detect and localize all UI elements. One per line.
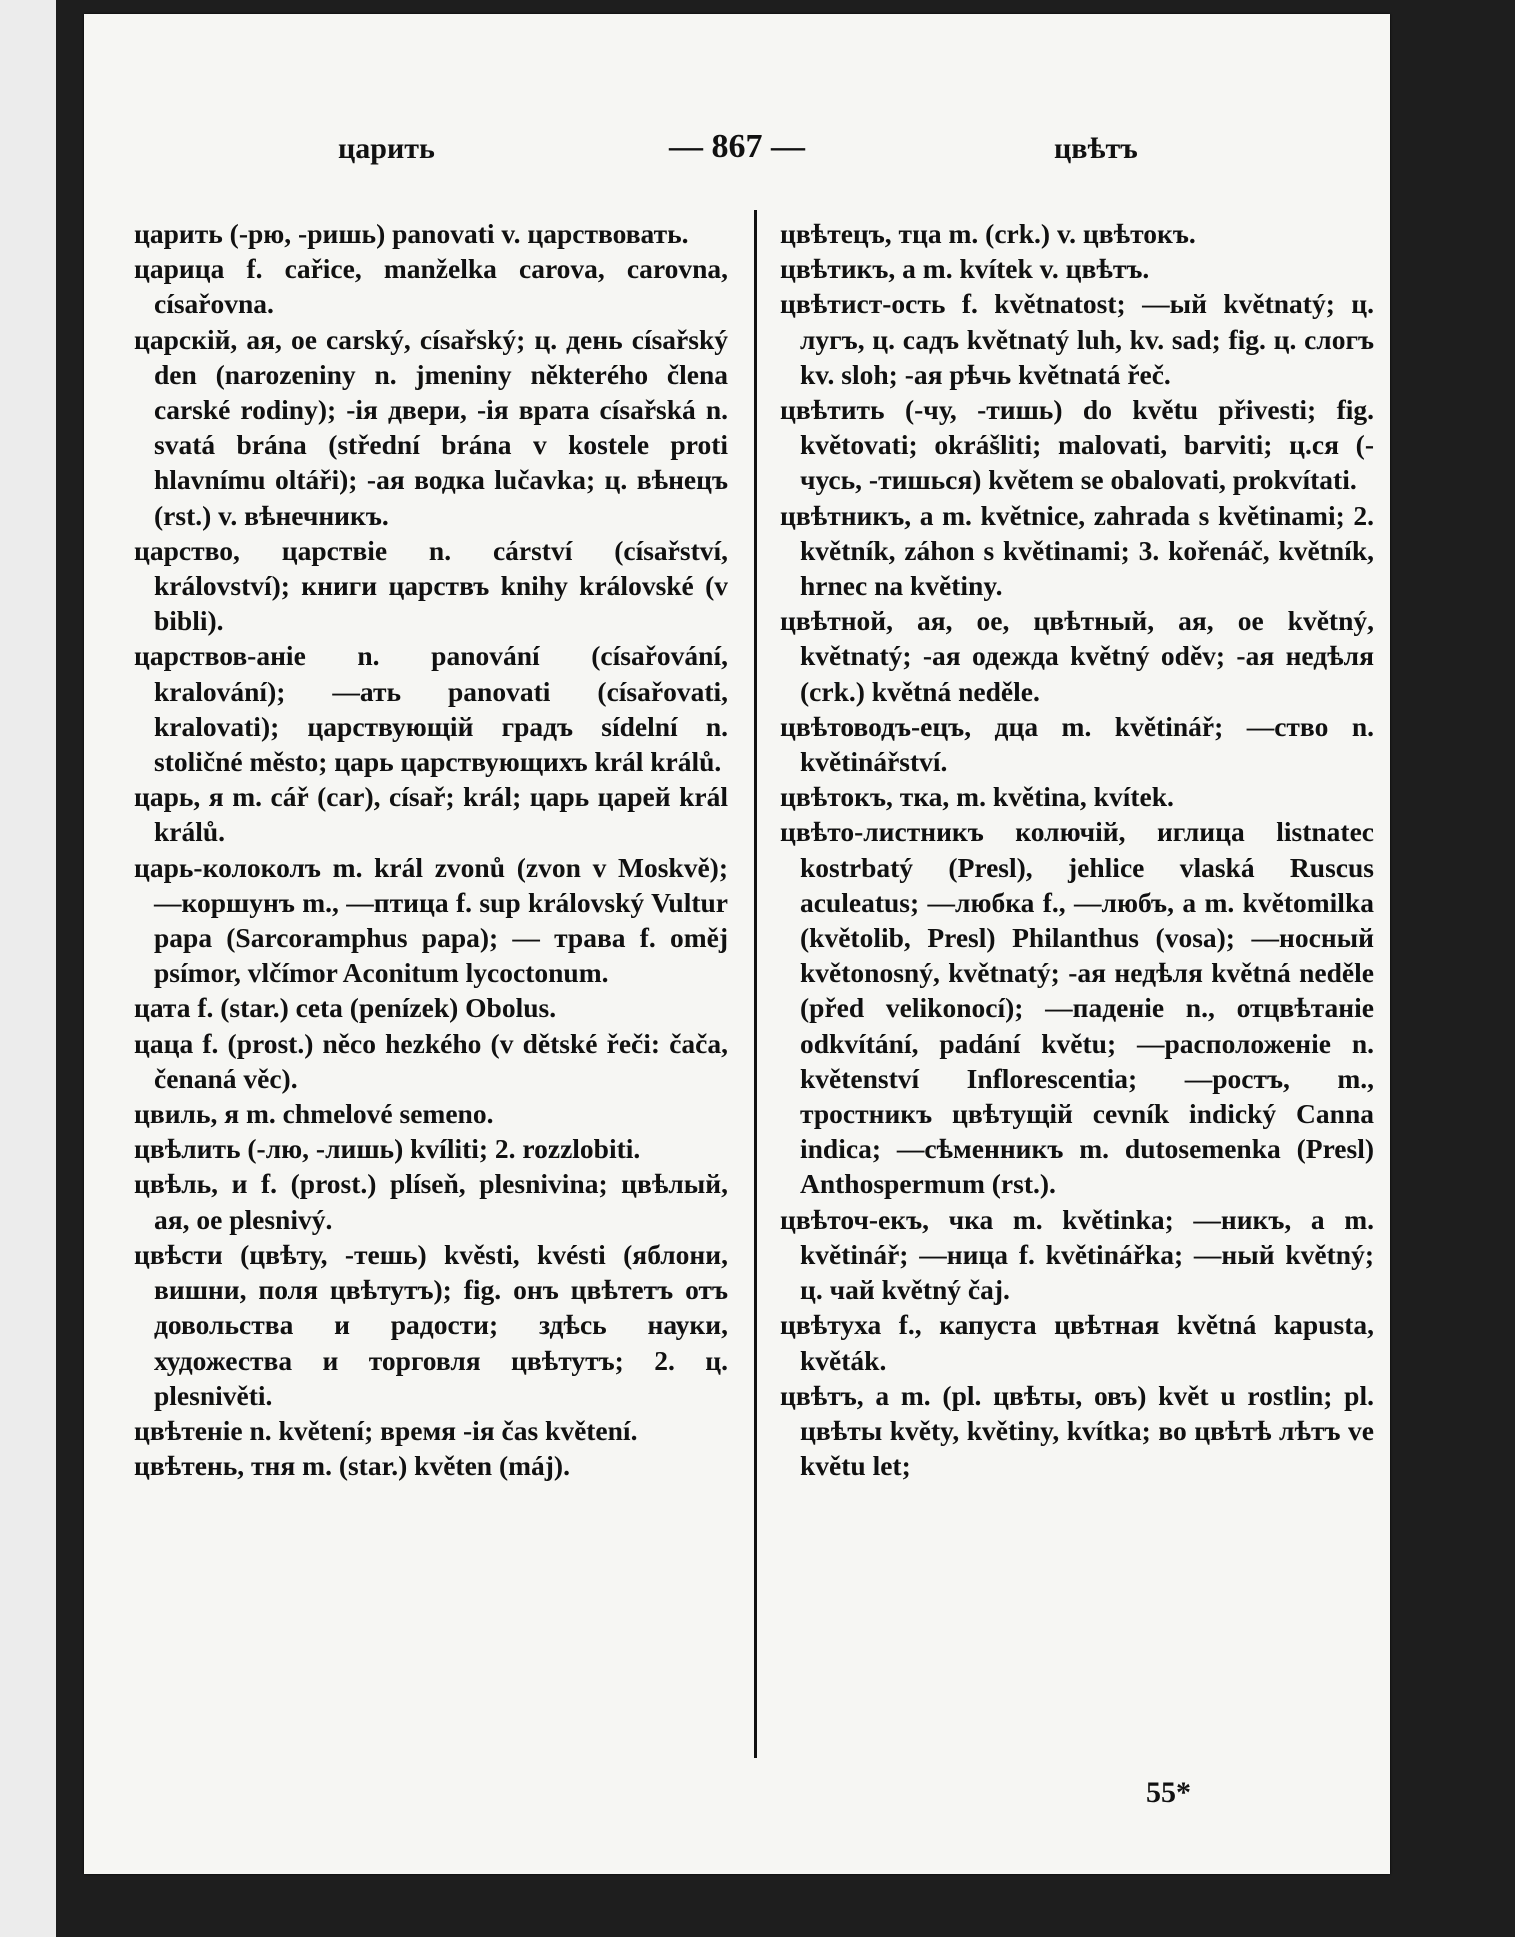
dictionary-entry: цвѣтень, тня m. (star.) květen (máj). (134, 1450, 570, 1482)
dictionary-entry: цвѣтист-ость f. květnatost; —ый květnatý; ц. лугъ, ц. садъ květnatý luh, kv. sad; fig. ц. слогъ kv. sloh; -ая рѣчь květnatá řeč. (780, 288, 1374, 390)
dictionary-entry: цвѣто-листникъ колючій, иглица listnatec kostrbatý (Presl), jehlice vlaská Ruscus aculeatus; —любка f., —любъ, а m. květomilka (květolib, Presl) Philanthus (vosa); —носный květonosný, květnatý; -ая недѣля květná neděle (před velikonocí); —паденіе n., отцвѣтаніе odkvítání, padání květu; —расположеніе n. květenství Inflorescentia; —ростъ, m., тростникъ цвѣтущій cevník indický Canna indica; —сѣменникъ m. dutosemenka (Presl) Anthospermum (rst.). (780, 816, 1374, 1200)
dictionary-entry: цвѣточ-екъ, чка m. květinka; —никъ, а m. květinář; —ница f. květinářka; —ный květný; ц. чай květný čaj. (780, 1203, 1374, 1306)
dictionary-entry: цвѣтеніе n. květení; время -ія čas květení. (134, 1414, 638, 1446)
dictionary-entry: цата f. (star.) ceta (penízek) Obolus. (134, 992, 557, 1024)
header-guide-word-left: царить (338, 132, 435, 165)
left-column (134, 216, 728, 1483)
dictionary-entry: цвѣсти (цвѣту, -тешь) kvěsti, kvésti (яблони, вишни, поля цвѣтутъ); fig. онъ цвѣтетъ отъ довольства и радости; здѣсь науки, художества и торговля цвѣтутъ; 2. ц. plesnivěti. (134, 1238, 728, 1411)
dictionary-entry: цаца f. (prost.) něco hezkého (v dětské řeči: čača, čenaná věc). (134, 1027, 728, 1094)
dictionary-entry: цвѣтикъ, а m. kvítek v. цвѣтъ. (780, 253, 1150, 285)
right-column (780, 216, 1374, 1483)
dictionary-entry: цвѣтъ, а m. (pl. цвѣты, овъ) květ u rostlin; pl. цвѣты květy, květiny, kvítka; во цвѣтѣ лѣтъ ve květu let; (780, 1379, 1374, 1482)
dictionary-entry: цвѣтить (-чу, -тишь) do květu přivesti; fig. květovati; okrášliti; malovati, barviti; ц.ся (-чусь, -тишься) květem se obalovati, prokvítati. (780, 394, 1374, 496)
dictionary-entry: цвѣтуха f., капуста цвѣтная květná kapusta, květák. (780, 1309, 1374, 1376)
dictionary-entry: царь-колоколъ m. král zvonů (zvon v Moskvě); —коршунъ m., —птица f. sup královský Vultur papa (Sarcoramphus papa); — трава f. oměj psímor, vlčímor Aconitum lycoctonum. (134, 851, 728, 989)
dictionary-entry: цвѣтникъ, а m. květnice, zahrada s květinami; 2. květník, záhon s květinami; 3. kořenáč, květník, hrnec na květiny. (780, 499, 1374, 602)
page-number: — 867 — (669, 128, 805, 165)
dictionary-entry: цвѣтоводъ-ецъ, дца m. květinář; —ство n. květinářství. (780, 710, 1374, 778)
dictionary-entry: цвѣтной, ая, ое, цвѣтный, ая, ое květný, květnatý; -ая одежда květný oděv; -ая недѣля (crk.) květná neděle. (780, 605, 1374, 707)
signature-mark: 55* (1146, 1776, 1191, 1809)
dictionary-entry: цвѣтокъ, тка, m. květina, kvítek. (780, 781, 1174, 813)
dictionary-entry: цвѣлить (-лю, -лишь) kvíliti; 2. rozzlobiti. (134, 1133, 641, 1165)
dictionary-entry: царица f. cařice, manželka carova, carovna, císařovna. (134, 253, 728, 320)
dictionary-entry: царскій, ая, ое carský, císařský; ц. день císařský den (narozeniny n. jmeniny některého člena carské rodiny); -ія двери, -ія врата císařská n. svatá brána (střední brána v kostele proti hlavnímu oltáři); -ая водка lučavka; ц. вѣнецъ (rst.) v. вѣнечникъ. (134, 323, 728, 531)
dictionary-entry: царить (-рю, -ришь) panovati v. царствовать. (134, 218, 689, 249)
dictionary-entry: цвиль, я m. chmelové semeno. (134, 1098, 494, 1130)
dictionary-entry: царство, царствіе n. cárství (císařství, království); книги царствъ knihy královské (v bibli). (134, 534, 728, 637)
header-guide-word-right: цвѣтъ (1054, 132, 1138, 165)
dictionary-entry: цвѣль, и f. (prost.) plíseň, plesnivina; цвѣлый, ая, ое plesnivý. (134, 1168, 728, 1235)
dictionary-entry: царствов-аніе n. panování (císařování, kralování); —ать panovati (císařovati, kralovati); царствующій градъ sídelní n. stoličné město; царь царствующихъ král králů. (134, 640, 728, 778)
dictionary-entry: цвѣтецъ, тца m. (crk.) v. цвѣтокъ. (780, 218, 1196, 249)
adjacent-page-edge (0, 0, 56, 1937)
column-divider (754, 210, 757, 1758)
dictionary-entry: царь, я m. cář (car), císař; král; царь царей král králů. (134, 781, 728, 848)
dictionary-page (84, 14, 1390, 1874)
